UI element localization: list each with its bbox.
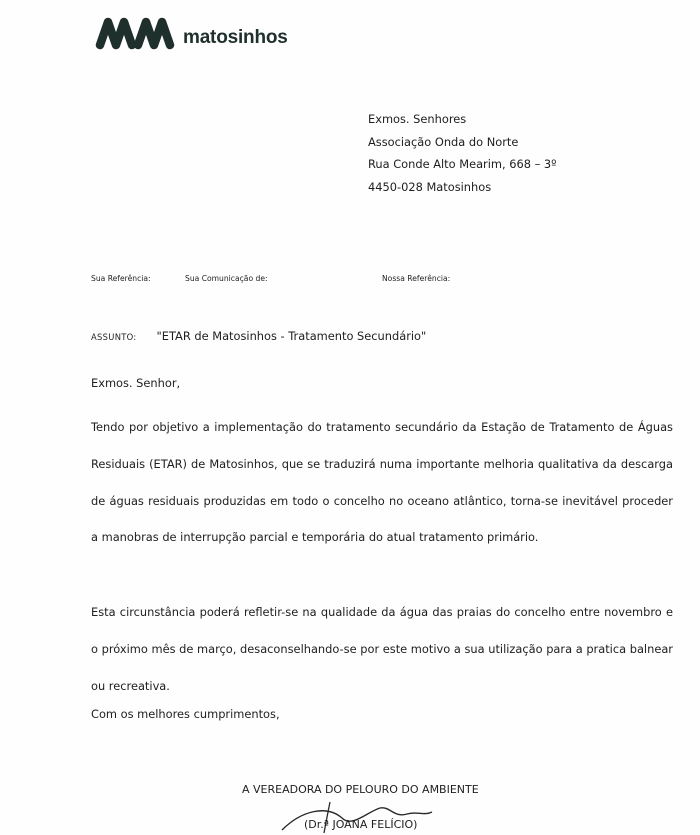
closing-line: Com os melhores cumprimentos, <box>91 707 280 721</box>
mm-logo-icon <box>95 16 175 50</box>
subject-line <box>91 329 426 343</box>
salutation: Exmos. Senhor, <box>91 376 181 390</box>
subject-text: "ETAR de Matosinhos - Tratamento Secundário" <box>156 329 427 343</box>
addressee-line: Associação Onda do Norte <box>368 134 519 149</box>
ref-sua-referencia: Sua Referência: <box>91 274 151 283</box>
body-paragraph-1: Tendo por objetivo a implementação do tratamento secundário da Estação de Tratamento de Águas Residuais (ETAR) de Matosinhos, que se traduzirá numa importante melhoria qualitativa da descarga de águas residuais produzidas em todo o concelho no oceano atlântico, torna-se inevitável proceder a manobras de interrupção parcial e temporária do atual tratamento primário. <box>91 420 673 545</box>
brand-name: matosinhos <box>183 27 288 48</box>
addressee-line: 4450-028 Matosinhos <box>368 179 492 194</box>
signatory-role: A VEREADORA DO PELOURO DO AMBIENTE <box>242 783 479 796</box>
matosinhos-logo <box>95 16 288 50</box>
subject-label: ASSUNTO: <box>91 332 137 342</box>
addressee-block <box>368 108 557 198</box>
addressee-line: Rua Conde Alto Mearim, 668 – 3º <box>368 157 557 172</box>
signatory-name: (Dr.ª JOANA FELÍCIO) <box>304 818 418 831</box>
body-paragraph-2: Esta circunstância poderá refletir-se na qualidade da água das praias do concelho entre novembro e o próximo mês de março, desaconselhando-se por este motivo a sua utilização para a pratica balnear ou recreativa. <box>91 605 673 693</box>
ref-sua-comunicacao: Sua Comunicação de: <box>185 274 268 283</box>
ref-nossa-referencia: Nossa Referência: <box>382 274 451 283</box>
addressee-line: Exmos. Senhores <box>368 112 467 126</box>
